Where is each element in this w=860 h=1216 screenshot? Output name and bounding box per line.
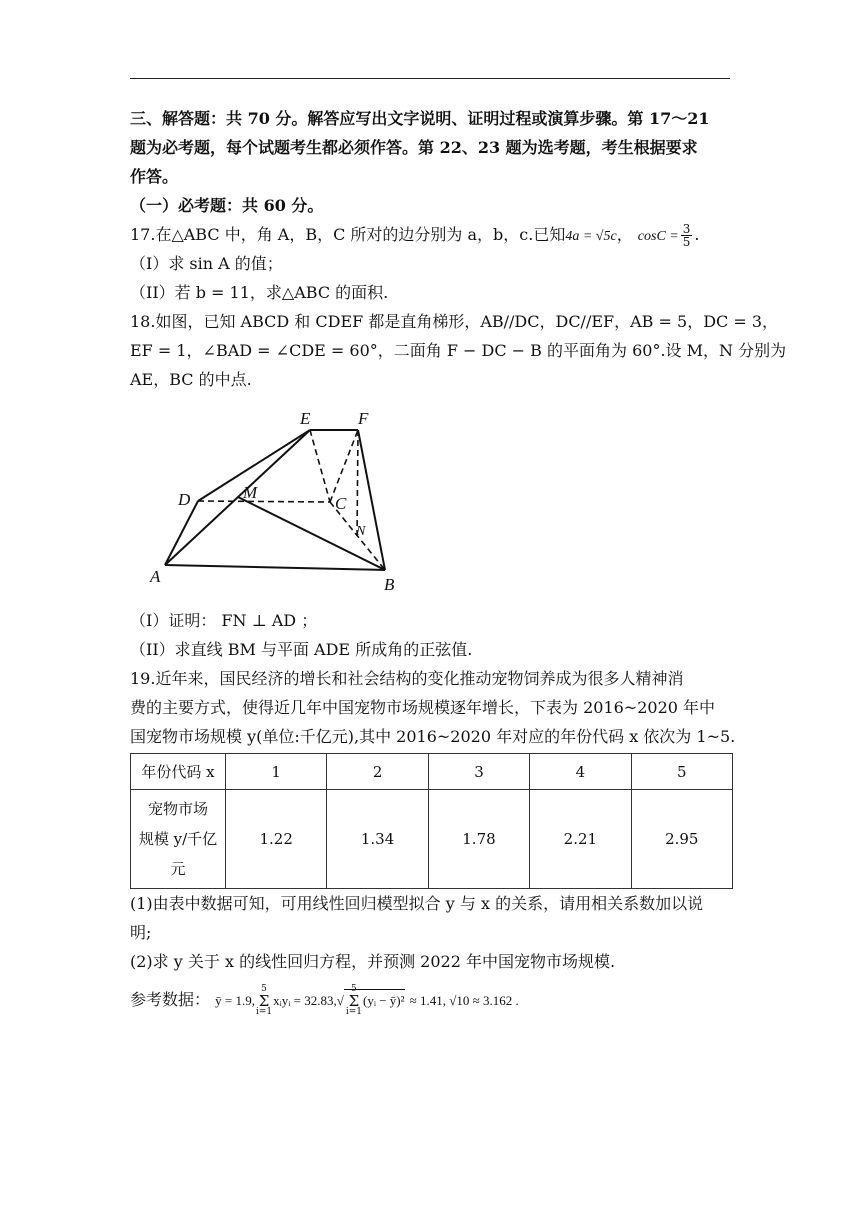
label-M: M <box>243 483 258 502</box>
q17-fraction <box>681 223 693 248</box>
ref-label: 参考数据： <box>130 990 211 1009</box>
ref-tail: ≈ 1.41, √10 ≈ 3.162 . <box>409 993 519 1008</box>
q17-part2: （II）若 b = 11，求△ABC 的面积. <box>130 283 389 302</box>
q18-line1: 18.如图，已知 ABCD 和 CDEF 都是直角梯形，AB//DC，DC//EF，AB = 5，DC = 3， <box>130 312 779 331</box>
row-label-line3: 元 <box>170 860 186 878</box>
q19-line3: 国宠物市场规模 y(单位:千亿元),其中 2016~2020 年对应的年份代码 x 依次为 1~5. <box>130 727 736 746</box>
q17-cond1: 4a = √5c <box>565 229 617 244</box>
table-cell: 5 <box>631 754 732 790</box>
exam-page <box>130 104 787 1020</box>
label-E: E <box>300 409 311 428</box>
table-cell: 4 <box>530 754 631 790</box>
q19-part2: (2)求 y 关于 x 的线性回归方程，并预测 2022 年中国宠物市场规模. <box>130 952 616 971</box>
sub-heading: （一）必考题：共 60 分。 <box>130 196 324 215</box>
q18-part1: （I）证明： FN ⊥ AD ； <box>130 611 318 630</box>
q17-cond2: cosC = <box>637 229 679 244</box>
row-label-line1: 宠物市场 <box>147 800 208 818</box>
table-row-x <box>131 754 733 790</box>
edge-CF <box>330 430 358 502</box>
label-N: N <box>356 524 366 539</box>
edge-EC <box>310 430 330 502</box>
label-A: A <box>150 567 161 586</box>
edge-AD <box>165 501 198 565</box>
q19-line1: 19.近年来，国民经济的增长和社会结构的变化推动宠物饲养成为很多人精神消 <box>130 669 684 688</box>
q18-line2: EF = 1，∠BAD = ∠CDE = 60°，二面角 F − DC − B 的平面角为 60°.设 M，N 分别为 <box>130 341 787 360</box>
q19-line2: 费的主要方式，使得近几年中国宠物市场规模逐年增长，下表为 2016~2020 年中 <box>130 698 716 717</box>
sum-upper-2: 5 <box>351 983 357 994</box>
label-D: D <box>178 490 191 509</box>
segment-FN <box>357 430 358 536</box>
edge-AB <box>165 565 385 570</box>
table-cell: 1 <box>226 754 327 790</box>
q17-intro: 17.在△ABC 中，角 A，B，C 所对的边分别为 a，b，c.已知 <box>130 225 566 244</box>
label-B: B <box>384 575 395 594</box>
section-heading-line2: 题为必考题，每个试题考生都必须作答。第 22、23 题为选考题，考生根据要求 <box>130 138 698 157</box>
data-table <box>130 753 733 889</box>
ref-sqrt-expr: (yᵢ − ȳ)² <box>363 993 405 1008</box>
sigma-icon: Σ <box>258 991 270 1010</box>
sqrt-body <box>344 983 405 1017</box>
table-cell: 2.21 <box>530 790 631 889</box>
header-rule <box>130 78 730 79</box>
sigma-icon: Σ <box>348 991 360 1010</box>
sum-lower-1: i=1 <box>255 1006 273 1017</box>
sum-symbol-2 <box>346 985 362 1017</box>
section-heading-line3: 作答。 <box>130 167 179 186</box>
section-heading-line1: 三、解答题：共 70 分。解答应写出文字说明、证明过程或演算步骤。第 17～21 <box>130 109 710 128</box>
table-cell: 2.95 <box>631 790 732 889</box>
table-cell: 2 <box>327 754 428 790</box>
q19-part1-line2: 明; <box>130 923 152 942</box>
ref-sum-xy: xᵢyᵢ = 32.83, <box>273 993 337 1008</box>
sum-lower-2: i=1 <box>345 1006 362 1017</box>
sum-upper-1: 5 <box>261 983 267 994</box>
q17-frac-num: 3 <box>682 222 691 236</box>
table-cell: 3 <box>428 754 529 790</box>
label-F: F <box>358 409 369 428</box>
edge-FB <box>358 430 385 570</box>
table-row-label <box>131 790 226 889</box>
reference-data <box>130 980 734 1020</box>
q18-line3: AE，BC 的中点. <box>130 370 252 389</box>
ref-ybar: ȳ = 1.9, <box>215 993 255 1008</box>
table-cell: 1.34 <box>327 790 428 889</box>
q19-part1-line1: (1)由表中数据可知，可用线性回归模型拟合 y 与 x 的关系，请用相关系数加以说 <box>130 894 704 913</box>
geometry-figure <box>140 402 410 602</box>
table-row-y <box>131 790 733 889</box>
q17-part1: （I）求 sin A 的值； <box>130 254 283 273</box>
q17-frac-den: 5 <box>682 235 691 249</box>
table-cell: 1.78 <box>428 790 529 889</box>
sqrt-radical-icon: √ <box>336 993 344 1008</box>
row-label-line2: 规模 y/千亿 <box>138 830 218 848</box>
table-header-label: 年份代码 x <box>131 754 226 790</box>
edge-DC <box>198 501 330 502</box>
sum-symbol-1 <box>256 985 272 1017</box>
label-C: C <box>335 494 347 513</box>
q17-statement: 17.在△ABC 中，角 A，B，C 所对的边分别为 a，b，c.已知4a = √5c， cosC = $\frac{3}{5}$ . <box>130 222 700 249</box>
q18-part2: （II）求直线 BM 与平面 ADE 所成角的正弦值. <box>130 640 473 659</box>
table-cell: 1.22 <box>226 790 327 889</box>
